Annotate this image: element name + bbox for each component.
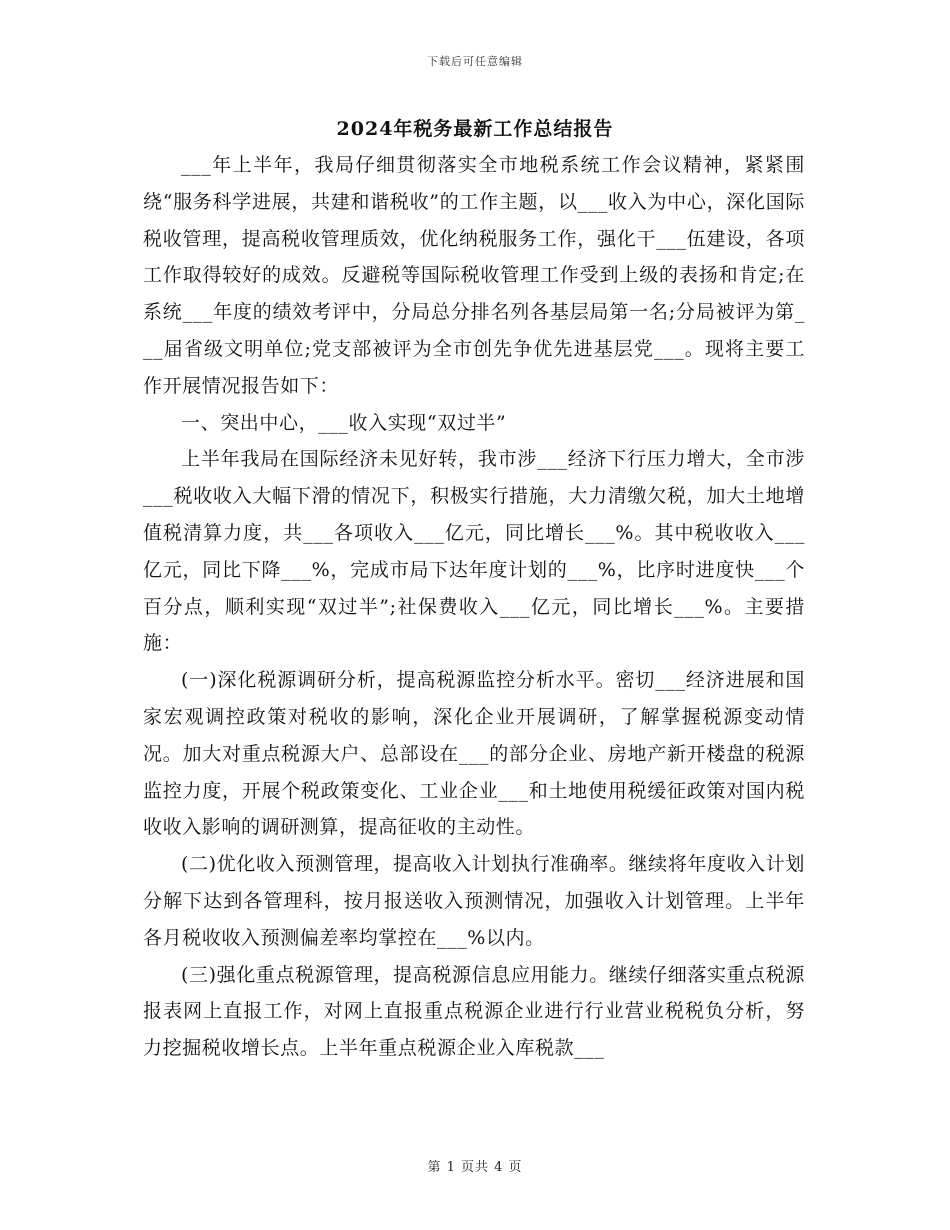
page-number: 第 1 页共 4 页 [427, 1160, 523, 1175]
paragraph-measure-2: (二)优化收入预测管理，提高收入计划执行准确率。继续将年度收入计划分解下达到各管理科，按月报送收入预测情况，加强收入计划管理。上半年各月税收收入预测偏差率均掌控在___%以内。 [143, 853, 805, 949]
document-title: 2024年税务最新工作总结报告 [336, 118, 614, 140]
section-heading-1: 一、突出中心，___收入实现“双过半” [181, 411, 507, 434]
paragraph-measure-1: (一)深化税源调研分析，提高税源监控分析水平。密切___经济进展和国家宏观调控政策对税收的影响，深化企业开展调研，了解掌握税源变动情况。加大对重点税源大户、总部设在___的部分企业、房地产新开楼盘的税源监控力度，开展个税政策变化、工业企业___和土地使用税缓征政策对国内税收收入影响的调研测算，提高征收的主动性。 [143, 669, 805, 839]
page-header-note: 下载后可任意编辑 [427, 55, 523, 68]
paragraph-measure-3: (三)强化重点税源管理，提高税源信息应用能力。继续仔细落实重点税源报表网上直报工作，对网上直报重点税源企业进行行业营业税税负分析，努力挖掘税收增长点。上半年重点税源企业入库税款___ [143, 963, 805, 1060]
paragraph-intro: ___年上半年，我局仔细贯彻落实全市地税系统工作会议精神，紧紧围绕“服务科学进展，共建和谐税收”的工作主题，以___收入为中心，深化国际税收管理，提高税收管理质效，优化纳税服务工作，强化干___伍建设，各项工作取得较好的成效。反避税等国际税收管理工作受到上级的表扬和肯定;在系统___年度的绩效考评中，分局总分排名列各基层局第一名;分局被评为第___届省级文明单位;党支部被评为全市创先争优先进基层党___。现将主要工作开展情况报告如下： [143, 154, 805, 397]
document-body [143, 147, 805, 1067]
paragraph-revenue: 上半年我局在国际经济未见好转，我市涉___经济下行压力增大，全市涉___税收收入大幅下滑的情况下，积极实行措施，大力清缴欠税，加大土地增值税清算力度，共___各项收入___亿元，同比增长___%。其中税收收入___亿元，同比下降___%，完成市局下达年度计划的___%，比序时进度快___个百分点，顺利实现“双过半”;社保费收入___亿元，同比增长___%。主要措施： [143, 448, 805, 655]
